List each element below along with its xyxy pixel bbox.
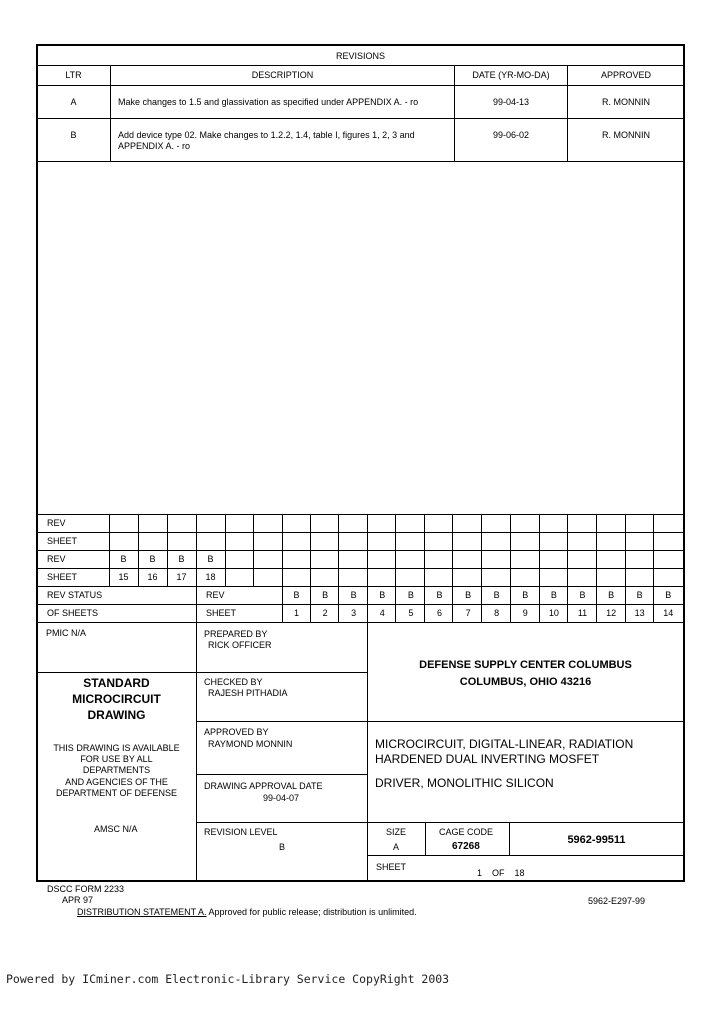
rev-cell: B xyxy=(436,590,443,600)
revision-description: Make changes to 1.5 and glassivation as specified under APPENDIX A. - ro xyxy=(118,97,419,107)
rev-cell: B xyxy=(350,590,357,600)
document-number: 5962-E297-99 xyxy=(588,896,646,906)
cage-code-value: 67268 xyxy=(452,841,480,852)
header-date: DATE (YR-MO-DA) xyxy=(472,70,550,80)
sheet-cell: 18 xyxy=(205,572,216,582)
rev-cell: B xyxy=(407,590,414,600)
form-number: DSCC FORM 2233 xyxy=(47,884,125,894)
distribution-label: DISTRIBUTION STATEMENT A. xyxy=(77,907,207,917)
sheet-cell: 12 xyxy=(606,608,617,618)
sheet-cell: 9 xyxy=(522,608,528,618)
sheet-cell: 7 xyxy=(465,608,471,618)
standard-heading: STANDARD xyxy=(83,676,150,690)
rev-cell: B xyxy=(522,590,529,600)
sheet-label: SHEET xyxy=(47,536,78,546)
prepared-by-name: RICK OFFICER xyxy=(208,640,272,650)
revision-ltr: B xyxy=(70,130,77,140)
agency-name: DEFENSE SUPPLY CENTER COLUMBUS xyxy=(419,659,632,671)
sheet-label: SHEET xyxy=(47,572,78,582)
revision-level-label: REVISION LEVEL xyxy=(204,827,278,837)
approval-date-label: DRAWING APPROVAL DATE xyxy=(204,781,323,791)
sheet-label: SHEET xyxy=(376,862,407,872)
approval-date: 99-04-07 xyxy=(263,793,300,803)
inner-sheet-label: SHEET xyxy=(206,608,237,618)
rev-cell: B xyxy=(149,554,156,564)
rev-label: REV xyxy=(47,554,66,564)
distribution-statement xyxy=(77,907,417,918)
sheet-cell: 14 xyxy=(663,608,674,618)
approved-by-name: RAYMOND MONNIN xyxy=(208,739,293,749)
rev-cell: B xyxy=(636,590,643,600)
rev-cell: B xyxy=(579,590,586,600)
header-description: DESCRIPTION xyxy=(251,70,314,80)
revisions-title: REVISIONS xyxy=(335,51,385,61)
rev-cell: B xyxy=(465,590,472,600)
revision-approved: R. MONNIN xyxy=(602,97,650,107)
drawing-number: 5962-99511 xyxy=(567,834,626,846)
rev-label: REV xyxy=(47,518,66,528)
amsc-label: AMSC N/A xyxy=(94,824,138,834)
rev-cell: B xyxy=(550,590,557,600)
rev-cell: B xyxy=(120,554,127,564)
cage-code-label: CAGE CODE xyxy=(439,827,494,837)
sheet-cell: 4 xyxy=(379,608,385,618)
size-value: A xyxy=(393,842,400,852)
size-label: SIZE xyxy=(386,827,407,837)
sheet-cell: 17 xyxy=(176,572,187,582)
revision-level: B xyxy=(278,842,285,852)
checked-by-label: CHECKED BY xyxy=(204,677,263,687)
availability-line: FOR USE BY ALL xyxy=(80,754,153,764)
drawing-heading: DRAWING xyxy=(87,708,146,722)
prepared-by-label: PREPARED BY xyxy=(204,629,268,639)
powered-by-watermark: Powered by ICminer.com Electronic-Library Service CopyRight 2003 xyxy=(6,972,450,986)
sheet-cell: 5 xyxy=(408,608,414,618)
approved-by-label: APPROVED BY xyxy=(204,727,269,737)
sheet-of-value: 1 OF 18 xyxy=(477,868,525,878)
of-sheets-label: OF SHEETS xyxy=(47,608,99,618)
header-ltr: LTR xyxy=(65,70,82,80)
drawing-title-line: DRIVER, MONOLITHIC SILICON xyxy=(375,776,554,790)
rev-cell: B xyxy=(322,590,329,600)
rev-cell: B xyxy=(207,554,214,564)
revision-description-cont: APPENDIX A. - ro xyxy=(118,141,191,151)
checked-by-name: RAJESH PITHADIA xyxy=(208,688,288,698)
sheet-cell: 3 xyxy=(351,608,357,618)
sheet-cell: 2 xyxy=(322,608,328,618)
sheet-cell: 6 xyxy=(436,608,442,618)
revision-description: Add device type 02. Make changes to 1.2.2, 1.4, table I, figures 1, 2, 3 and xyxy=(118,130,415,140)
revision-date: 99-04-13 xyxy=(492,97,530,107)
revision-date: 99-06-02 xyxy=(492,130,530,140)
distribution-text: Approved for public release; distribution is unlimited. xyxy=(208,907,417,917)
revision-approved: R. MONNIN xyxy=(602,130,650,140)
drawing-title-line: MICROCIRCUIT, DIGITAL-LINEAR, RADIATION xyxy=(375,737,634,751)
pmic-label: PMIC N/A xyxy=(46,628,87,638)
agency-address: COLUMBUS, OHIO 43216 xyxy=(459,676,592,688)
rev-cell: B xyxy=(293,590,300,600)
availability-line: THIS DRAWING IS AVAILABLE xyxy=(53,743,180,753)
drawing-title-line: HARDENED DUAL INVERTING MOSFET xyxy=(375,752,600,766)
availability-line: DEPARTMENT OF DEFENSE xyxy=(55,788,178,798)
sheet-cell: 1 xyxy=(293,608,299,618)
sheet-cell: 8 xyxy=(494,608,500,618)
sheet-cell: 11 xyxy=(577,608,588,618)
microcircuit-heading: MICROCIRCUIT xyxy=(72,692,161,706)
availability-line: AND AGENCIES OF THE xyxy=(65,777,168,787)
rev-cell: B xyxy=(493,590,500,600)
sheet-cell: 10 xyxy=(548,608,559,618)
inner-rev-label: REV xyxy=(206,590,225,600)
availability-line: DEPARTMENTS xyxy=(82,765,151,775)
rev-cell: B xyxy=(608,590,615,600)
header-approved: APPROVED xyxy=(600,70,651,80)
sheet-cell: 16 xyxy=(147,572,158,582)
sheet-cell: 15 xyxy=(118,572,129,582)
rev-cell: B xyxy=(665,590,672,600)
form-date: APR 97 xyxy=(62,895,94,905)
rev-cell: B xyxy=(178,554,185,564)
rev-status-label: REV STATUS xyxy=(47,590,103,600)
sheet-cell: 13 xyxy=(634,608,645,618)
rev-cell: B xyxy=(379,590,386,600)
revision-ltr: A xyxy=(70,97,77,107)
